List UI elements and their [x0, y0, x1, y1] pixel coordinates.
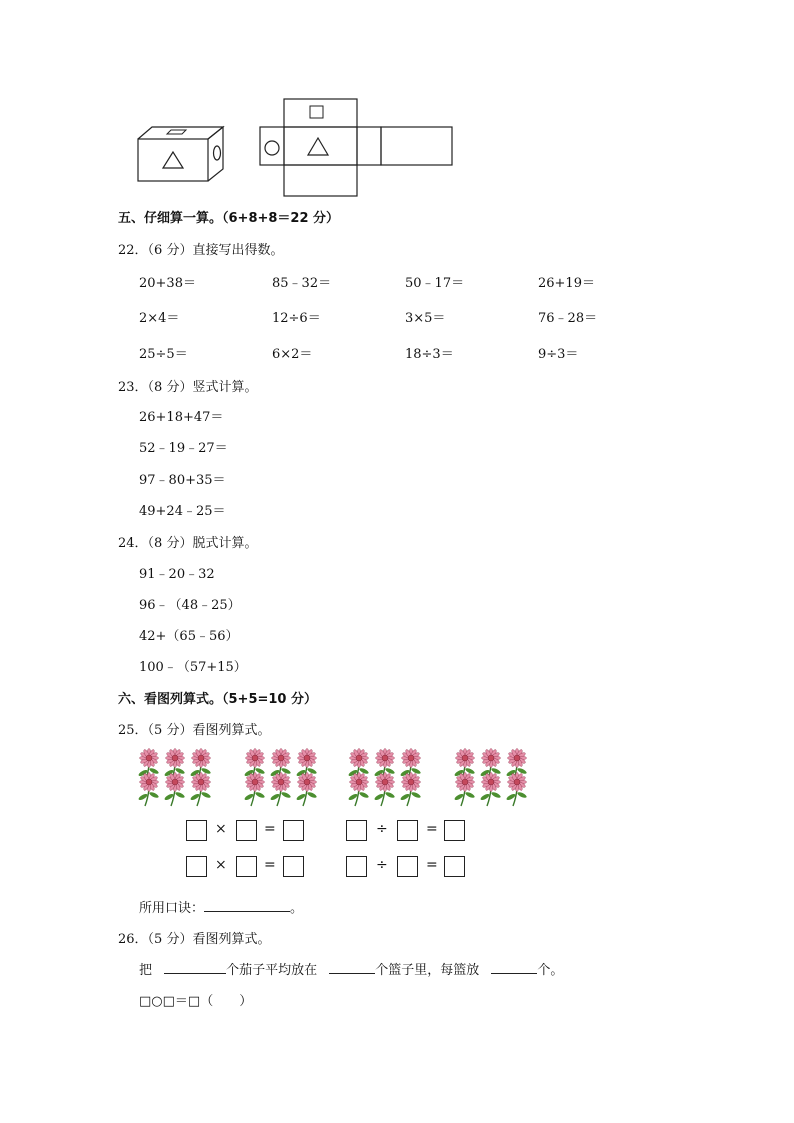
q22-item: 25÷5＝: [139, 347, 188, 362]
q26-title: 26．（5 分）看图列算式。: [118, 932, 271, 947]
answer-box[interactable]: [283, 856, 304, 877]
q23-item: 52﹣19﹣27＝: [139, 441, 228, 456]
rule-label: 所用口诀：: [139, 901, 205, 916]
flower-icon: [400, 773, 422, 807]
flower-picture: [136, 748, 536, 804]
q22-item: 2×4＝: [139, 311, 180, 326]
answer-box[interactable]: [444, 820, 465, 841]
flower-icon: [138, 773, 160, 807]
q22-item: 85﹣32＝: [272, 276, 332, 291]
section6-title: 六、看图列算式。（5+5=10 分）: [118, 692, 317, 707]
q22-title: 22．（6 分）直接写出得数。: [118, 243, 284, 258]
basket-count-blank[interactable]: [329, 961, 375, 974]
sentence-part: 个篮子里，每篮放: [375, 963, 484, 978]
divide-sign: ÷: [376, 821, 388, 837]
q23-item: 26+18+47＝: [139, 410, 224, 425]
sentence-part: 把: [139, 963, 157, 978]
q23-item: 49+24﹣25＝: [139, 504, 226, 519]
multiply-sign: ×: [215, 821, 227, 837]
answer-box[interactable]: [236, 856, 257, 877]
answer-box[interactable]: [397, 820, 418, 841]
divide-sign: ÷: [376, 857, 388, 873]
q23-title: 23．（8 分）竖式计算。: [118, 380, 258, 395]
multiply-sign: ×: [215, 857, 227, 873]
q26-formula: □○□＝□（ ）: [139, 994, 253, 1009]
answer-box[interactable]: [186, 856, 207, 877]
q24-item: 96﹣（48﹣25）: [139, 598, 241, 613]
q22-item: 20+38＝: [139, 276, 196, 291]
answer-box[interactable]: [283, 820, 304, 841]
flower-icon: [244, 773, 266, 807]
answer-box[interactable]: [397, 856, 418, 877]
flower-icon: [190, 773, 212, 807]
q22-item: 9÷3＝: [538, 347, 579, 362]
flower-icon: [480, 773, 502, 807]
q22-item: 12÷6＝: [272, 311, 321, 326]
rule-end: 。: [290, 901, 304, 916]
answer-box[interactable]: [444, 856, 465, 877]
answer-box[interactable]: [186, 820, 207, 841]
q22-item: 18÷3＝: [405, 347, 454, 362]
answer-box[interactable]: [346, 820, 367, 841]
q24-item: 42+（65﹣56）: [139, 629, 239, 644]
q22-item: 3×5＝: [405, 311, 446, 326]
equals-sign: =: [426, 857, 438, 873]
q22-item: 26+19＝: [538, 276, 595, 291]
equals-sign: =: [264, 821, 276, 837]
q22-item: 50﹣17＝: [405, 276, 465, 291]
q22-item: 6×2＝: [272, 347, 313, 362]
q25-title: 25．（5 分）看图列算式。: [118, 723, 271, 738]
sentence-part: 个。: [537, 963, 564, 978]
flower-icon: [454, 773, 476, 807]
rule-blank[interactable]: [204, 899, 290, 912]
sentence-part: 个茄子平均放在: [226, 963, 322, 978]
section5-title: 五、仔细算一算。（6+8+8＝22 分）: [118, 211, 340, 226]
flower-icon: [506, 773, 528, 807]
answer-box[interactable]: [346, 856, 367, 877]
q23-item: 97﹣80+35＝: [139, 473, 226, 488]
eggplant-count-blank[interactable]: [164, 961, 226, 974]
per-basket-blank[interactable]: [491, 961, 537, 974]
flower-icon: [374, 773, 396, 807]
q24-title: 24．（8 分）脱式计算。: [118, 536, 258, 551]
equals-sign: =: [426, 821, 438, 837]
flower-icon: [164, 773, 186, 807]
equals-sign: =: [264, 857, 276, 873]
cube-net-figure: [259, 98, 459, 198]
flower-icon: [296, 773, 318, 807]
q26-sentence: [139, 959, 563, 978]
q22-item: 76﹣28＝: [538, 311, 598, 326]
q24-item: 100﹣（57+15）: [139, 660, 247, 675]
flower-icon: [348, 773, 370, 807]
cube-figure: [137, 125, 227, 185]
rule-line: [139, 897, 303, 916]
answer-box[interactable]: [236, 820, 257, 841]
flower-icon: [270, 773, 292, 807]
q24-item: 91﹣20﹣32: [139, 567, 215, 582]
